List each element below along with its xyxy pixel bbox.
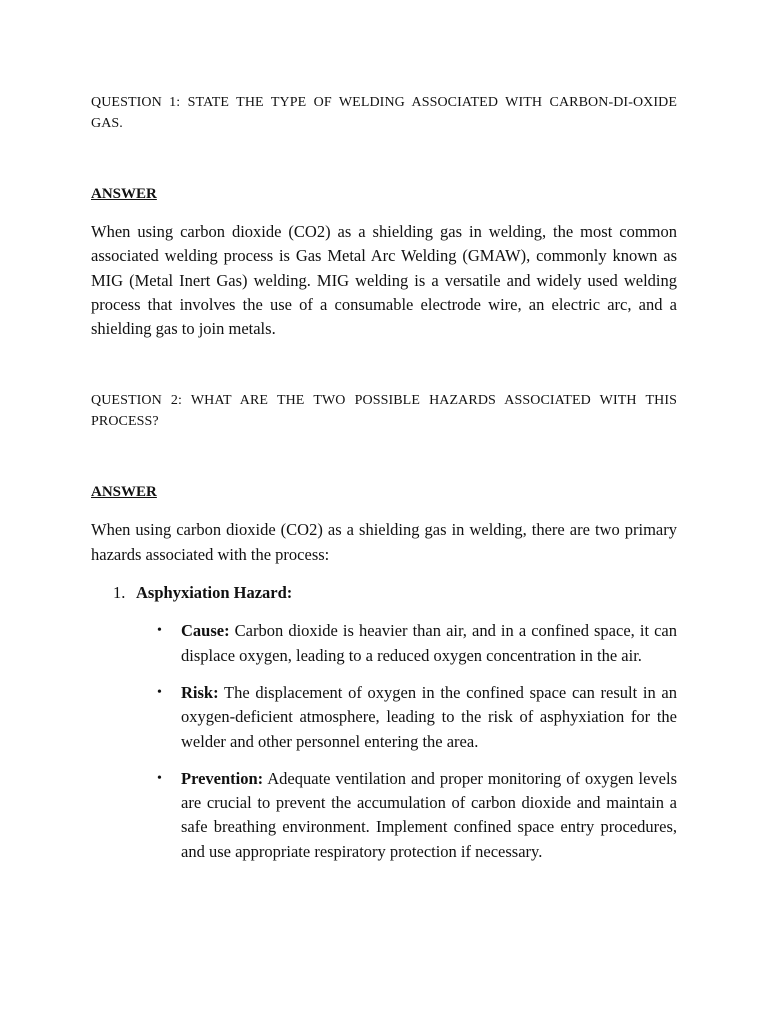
bullet-text: The displacement of oxygen in the confined space can result in an oxygen-deficient atmosphere, leading to the risk of asphyxiation for the welder and other personnel entering the area. (181, 682, 677, 751)
bullet-risk (91, 681, 677, 754)
bullet-cause (91, 619, 677, 668)
question-2: QUESTION 2: WHAT ARE THE TWO POSSIBLE HAZARDS ASSOCIATED WITH THIS PROCESS? (91, 393, 677, 430)
bullet-prevention (91, 767, 677, 864)
bullet-label: Cause: (181, 621, 230, 641)
document-page (91, 92, 677, 877)
answer-2-intro: When using carbon dioxide (CO2) as a shielding gas in welding, there are two primary hazards associated with the process: (91, 520, 677, 564)
hazard-bullet-list (91, 619, 677, 864)
hazard-item (91, 581, 677, 864)
bullet-dot-icon: • (157, 770, 162, 786)
bullet-dot-icon: • (157, 623, 162, 639)
bullet-text: Adequate ventilation and proper monitoring of oxygen levels are crucial to prevent the accumulation of carbon dioxide and maintain a safe breathing environment. Implement confined space entry procedures, and use appropriate respiratory protection if necessary. (181, 768, 677, 861)
bullet-label: Prevention: (181, 768, 264, 788)
hazard-number: 1. (113, 583, 126, 603)
bullet-text: Carbon dioxide is heavier than air, and in a confined space, it can displace oxygen, leading to a reduced oxygen concentration in the air. (181, 621, 677, 665)
bullet-label: Risk: (181, 682, 219, 702)
answer-2-heading: ANSWER (91, 484, 157, 501)
answer-1-heading: ANSWER (91, 186, 157, 202)
question-1: QUESTION 1: STATE THE TYPE OF WELDING ASSOCIATED WITH CARBON-DI-OXIDE GAS. (91, 95, 677, 131)
answer-1-text: When using carbon dioxide (CO2) as a shielding gas in welding, the most common associated welding process is Gas Metal Arc Welding (GMAW), commonly known as MIG (Metal Inert Gas) welding. MIG welding is a versatile and widely used welding process that involves the use of a consumable electrode wire, an electric arc, and a shielding gas to join metals. (91, 222, 677, 339)
bullet-dot-icon: • (157, 684, 162, 700)
hazard-title: Asphyxiation Hazard: (136, 583, 293, 603)
hazard-list (91, 581, 677, 864)
